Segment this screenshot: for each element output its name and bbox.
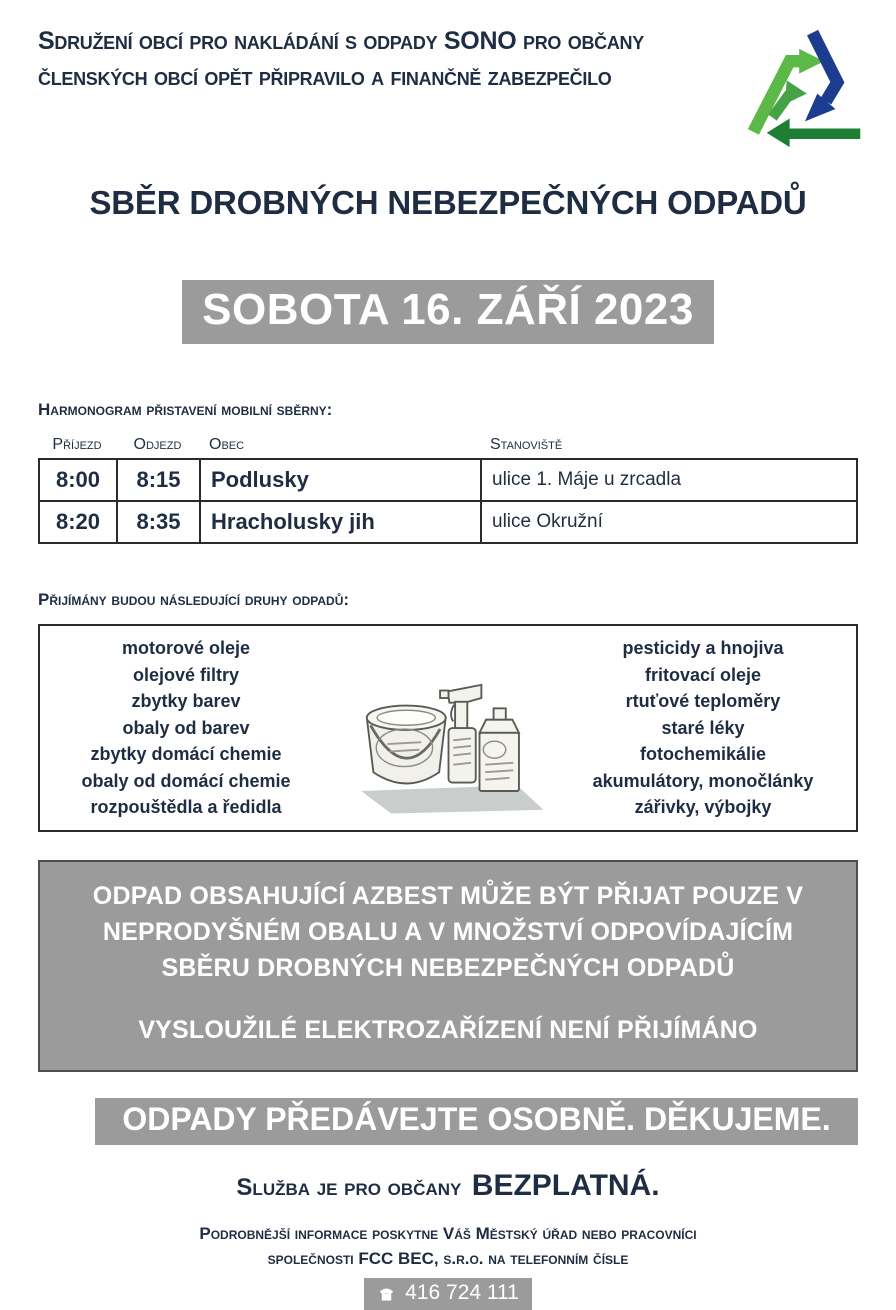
village-cell: Podlusky <box>201 460 482 500</box>
waste-list-left <box>40 635 332 821</box>
header-line-1: Sdružení obcí pro nakládání s odpady SONO pro občany <box>38 27 644 55</box>
waste-item: obaly od barev <box>122 717 250 738</box>
waste-item: fritovací oleje <box>644 664 762 685</box>
waste-item: akumulátory, monočlánky <box>592 770 814 791</box>
column-header-departure: Odjezd <box>133 436 182 453</box>
arrival-cell: 8:20 <box>40 502 118 542</box>
phone-icon <box>377 1284 396 1303</box>
personal-banner: ODPADY PŘEDÁVEJTE OSOBNĚ. DĚKUJEME. <box>95 1098 858 1145</box>
departure-cell: 8:15 <box>118 460 201 500</box>
free-service-prefix: Služba je pro občany <box>236 1174 462 1201</box>
table-row <box>40 460 856 500</box>
arrival-cell: 8:00 <box>40 460 118 500</box>
waste-box <box>38 624 858 832</box>
header-line-2: členských obcí opět připravilo a finančně zabezpečilo <box>38 62 612 91</box>
warning-line-electro: VYSLOUŽILÉ ELEKTROZAŘÍZENÍ NENÍ PŘIJÍMÁNO <box>138 1016 758 1044</box>
date-banner-row <box>0 280 896 344</box>
waste-item: pesticidy a hnojiva <box>622 638 784 659</box>
station-cell: ulice 1. Máje u zrcadla <box>492 469 682 490</box>
sono-logo <box>740 24 866 150</box>
waste-item: motorové oleje <box>121 638 251 659</box>
station-cell: ulice Okružní <box>492 511 603 532</box>
footer-info <box>0 1221 896 1271</box>
waste-item: staré léky <box>661 717 745 738</box>
footer-line-1: Podrobnější informace poskytne Váš Městský úřad nebo pracovníci <box>199 1224 697 1243</box>
phone-row <box>0 1278 896 1310</box>
departure-cell: 8:35 <box>118 502 201 542</box>
schedule-table-body <box>38 458 858 544</box>
waste-item: olejové filtry <box>132 664 240 685</box>
column-header-station: Stanoviště <box>490 436 563 453</box>
waste-item: rozpouštědla a ředidla <box>90 797 282 818</box>
waste-item: obaly od domácí chemie <box>81 770 291 791</box>
header-text <box>38 24 644 95</box>
schedule-heading: Harmonogram přistavení mobilní sběrny: <box>38 400 333 419</box>
waste-item: fotochemikálie <box>639 744 767 765</box>
warning-box <box>38 860 858 1072</box>
warning-line: NEPRODYŠNÉM OBALU A V MNOŽSTVÍ ODPOVÍDAJÍCÍM <box>102 918 794 946</box>
warning-line: ODPAD OBSAHUJÍCÍ AZBEST MŮŽE BÝT PŘIJAT POUZE V <box>92 882 804 910</box>
waste-illustration <box>332 632 550 824</box>
free-service-emphasis: BEZPLATNÁ. <box>471 1169 660 1202</box>
recycling-arrows-icon <box>740 24 866 150</box>
date-banner: SOBOTA 16. ZÁŘÍ 2023 <box>182 280 714 344</box>
waste-item: rtuťové teploměry <box>625 691 781 712</box>
schedule-table-header <box>38 436 858 458</box>
warning-line: SBĚRU DROBNÝCH NEBEZPEČNÝCH ODPADŮ <box>161 954 735 982</box>
warning-spacer <box>48 986 848 1012</box>
footer-line-2: společnosti FCC BEC, s.r.o. na telefonním čísle <box>267 1249 629 1268</box>
waste-heading: Přijímány budou následující druhy odpadů: <box>38 590 350 609</box>
table-row <box>40 500 856 542</box>
paint-can-spray-bottle-solvent-can-icon <box>333 650 549 824</box>
village-cell: Hracholusky jih <box>201 502 482 542</box>
page-title: SBĚR DROBNÝCH NEBEZPEČNÝCH ODPADŮ <box>89 184 807 221</box>
free-service-line <box>0 1169 896 1203</box>
phone-badge <box>364 1278 532 1310</box>
waste-item: zbytky domácí chemie <box>90 744 282 765</box>
header <box>0 0 896 150</box>
schedule-table <box>38 436 858 544</box>
phone-number: 416 724 111 <box>405 1281 519 1304</box>
waste-item: zbytky barev <box>131 691 241 712</box>
column-header-arrival: Příjezd <box>52 436 102 453</box>
waste-list-right <box>550 635 856 821</box>
column-header-village: Obec <box>209 436 245 453</box>
waste-item: zářivky, výbojky <box>634 797 772 818</box>
